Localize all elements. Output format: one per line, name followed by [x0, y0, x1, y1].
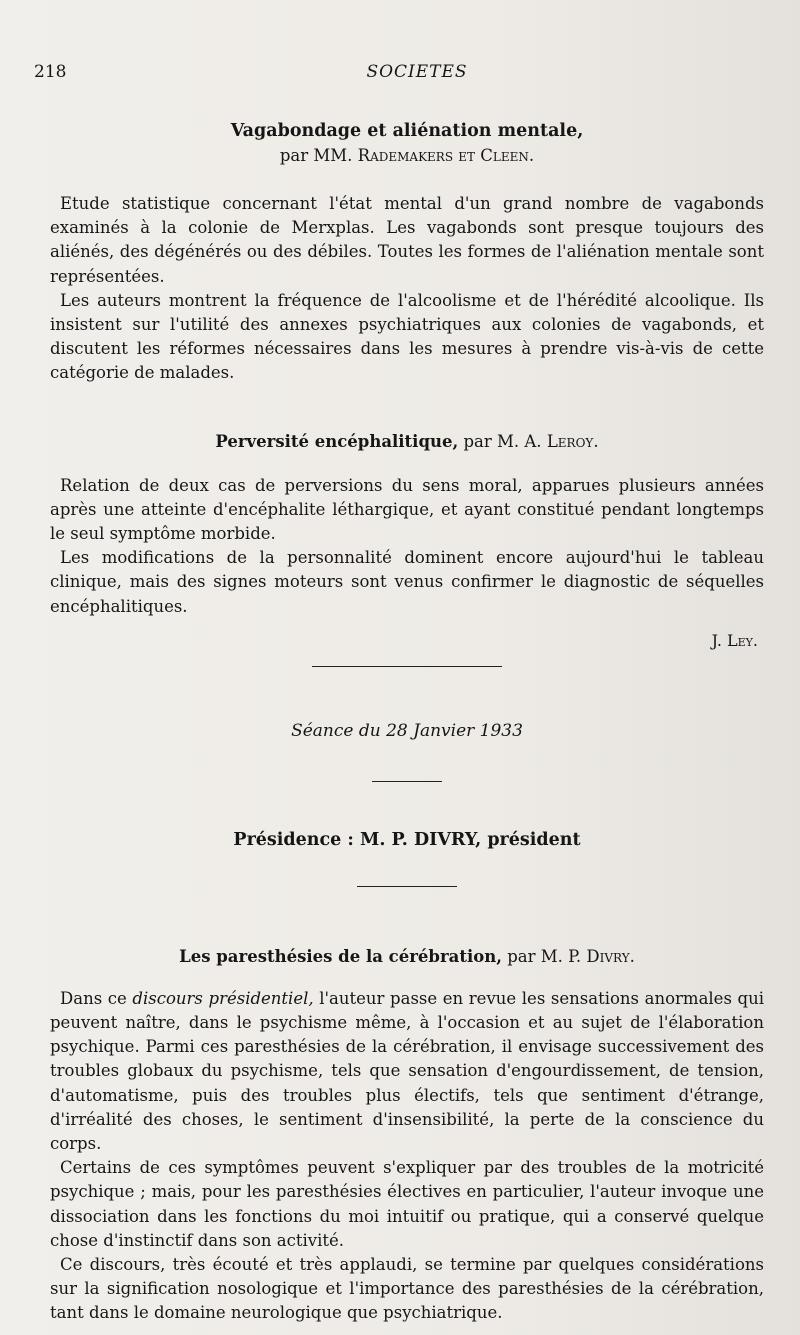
byline-authors: Rademakers et Cleen.: [357, 146, 535, 165]
page-body: [50, 118, 764, 1326]
paragraph: Ce discours, très écouté et très applaudi, se termine par quelques considérations sur la signification nosologique et l'importance des paresthésies de la cérébration, tant dans le domaine neurologique que psychiatrique.: [50, 1255, 764, 1323]
article-title-paresthesies: [50, 945, 764, 969]
para-italic: discours présidentiel,: [132, 988, 314, 1008]
title-author: Divry.: [586, 946, 635, 966]
title-by: par M. P.: [501, 946, 587, 966]
paragraph: Les modifications de la personnalité dominent encore aujourd'hui le tableau clinique, mais des signes moteurs sont venus confirmer le diagnostic de séquelles encéphalitiques.: [50, 548, 764, 616]
title-author: Leroy.: [546, 431, 599, 451]
article-title-vagabondage: Vagabondage et aliénation mentale,: [230, 121, 584, 141]
running-header: [34, 62, 760, 86]
title-bold: Les paresthésies de la cérébration,: [179, 946, 502, 966]
seance-heading: Séance du 28 Janvier 1933: [291, 720, 523, 741]
paragraph: Certains de ces symptômes peuvent s'expliquer par des troubles de la motricité psychique ; mais, pour les paresthésies électives en particulier, l'auteur invoque une dissociation dans les fonctions du moi intuitif ou pratique, qui a conservé quelque chose d'instinctif dans son activité.: [50, 1158, 764, 1250]
article-title-perversite: [50, 430, 764, 454]
para-lead: Dans ce: [60, 988, 133, 1008]
byline-prefix: par MM.: [279, 146, 358, 165]
para-rest: l'auteur passe en revue les sensations anormales qui peuvent naître, dans le psychisme même, à l'occasion et au sujet de l'élaboration psychique. Parmi ces paresthésies de la cérébration, il envisage successivement des troubles globaux du psychisme, tels que sensation d'engourdissement, de tension, d'automatisme, puis des troubles plus électifs, tels que sentiment d'étrange, d'irréalité des choses, le sentiment d'insensibilité, la perte de la conscience du corps.: [50, 988, 765, 1154]
paragraph: Relation de deux cas de perversions du sens moral, apparues plusieurs années après une atteinte d'encéphalite léthargique, et ayant constitué pendant longtemps le seul symptôme morbide.: [50, 475, 764, 544]
paragraph: Les auteurs montrent la fréquence de l'alcoolisme et de l'hérédité alcoolique. Ils insistent sur l'utilité des annexes psychiatriques aux colonies de vagabonds, et discutent les réformes nécessaires dans les mesures à prendre vis-à-vis de cette catégorie de malades.: [50, 290, 764, 383]
paragraph: Etude statistique concernant l'état mental d'un grand nombre de vagabonds examinés à la colonie de Merxplas. Les vagabonds sont presque toujours des aliénés, des dégénérés ou des débiles. Toutes les formes de l'aliénation mentale sont représentées.: [50, 194, 764, 286]
signature: J. Ley.: [711, 630, 758, 650]
running-title: SOCIETES: [366, 62, 468, 82]
article-byline: [50, 144, 764, 168]
title-by: par M. A.: [458, 431, 547, 451]
title-bold: Perversité encéphalitique,: [215, 431, 459, 451]
page-number: 218: [34, 62, 67, 82]
presidence-heading: Présidence : M. P. DIVRY, président: [233, 829, 581, 850]
paragraph: [50, 987, 764, 1156]
